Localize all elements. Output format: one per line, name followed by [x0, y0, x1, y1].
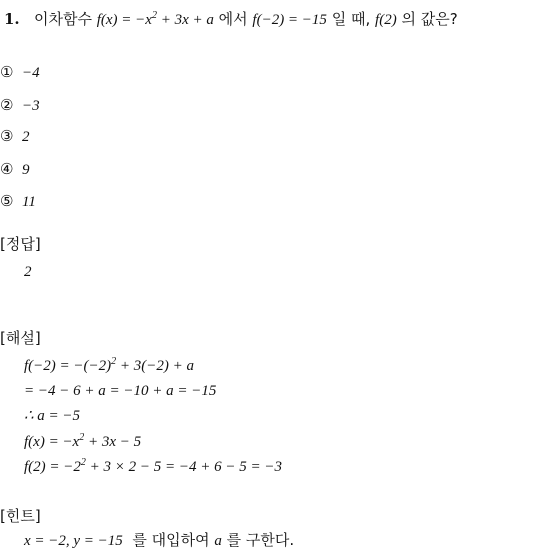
- solution-line-4: $f(x) = -x^2 + 3x - 5$: [24, 432, 142, 450]
- choice-mark: ③: [0, 127, 14, 145]
- solution-label: [해설]: [0, 329, 41, 347]
- question-func: $f(x) = -x^2 + 3x + a$: [96, 10, 214, 28]
- question-line: [4, 9, 458, 30]
- hint-text: 를 대입하여: [132, 531, 210, 549]
- choice-5[interactable]: [0, 191, 36, 212]
- question-text-mid: 에서: [218, 10, 248, 28]
- question-number: 1.: [4, 10, 20, 28]
- question-text-when: 일 때,: [331, 10, 371, 28]
- hint-var: a: [214, 533, 222, 549]
- hint-math: x = −2, y = −15: [24, 533, 123, 549]
- choice-mark: ①: [0, 63, 14, 81]
- choice-1[interactable]: [0, 62, 40, 83]
- choice-mark: ②: [0, 96, 14, 114]
- choice-value: 11: [22, 194, 36, 210]
- solution-line-3: ∴ a = −5: [24, 408, 81, 424]
- choice-value: −3: [22, 98, 40, 114]
- choice-2[interactable]: [0, 95, 40, 116]
- choice-3[interactable]: [0, 126, 30, 147]
- choice-value: 9: [22, 162, 30, 178]
- solution-line-2: = −4 − 6 + a = −10 + a = −15: [24, 383, 217, 399]
- question-cond: f(−2) = −15: [252, 12, 327, 28]
- choice-4[interactable]: [0, 159, 30, 180]
- choice-mark: ⑤: [0, 192, 14, 210]
- question-target: f(2): [375, 12, 397, 28]
- answer-value: 2: [24, 264, 32, 280]
- hint-label: [힌트]: [0, 507, 41, 525]
- choice-value: −4: [22, 65, 40, 81]
- question-text-end: 의 값은?: [401, 10, 458, 28]
- hint-text-end: 를 구한다.: [226, 531, 295, 549]
- solution-line-1: $f(-2) = -(-2)^2 + 3(-2) + a$: [24, 356, 194, 374]
- answer-label: [정답]: [0, 235, 41, 253]
- choice-value: 2: [22, 129, 30, 145]
- question-text-pre: 이차함수: [33, 10, 92, 28]
- solution-line-5: $f(2) = -2^2 + 3 \times 2 - 5 = -4 + 6 - 5 = -3$: [24, 457, 283, 475]
- choice-mark: ④: [0, 160, 14, 178]
